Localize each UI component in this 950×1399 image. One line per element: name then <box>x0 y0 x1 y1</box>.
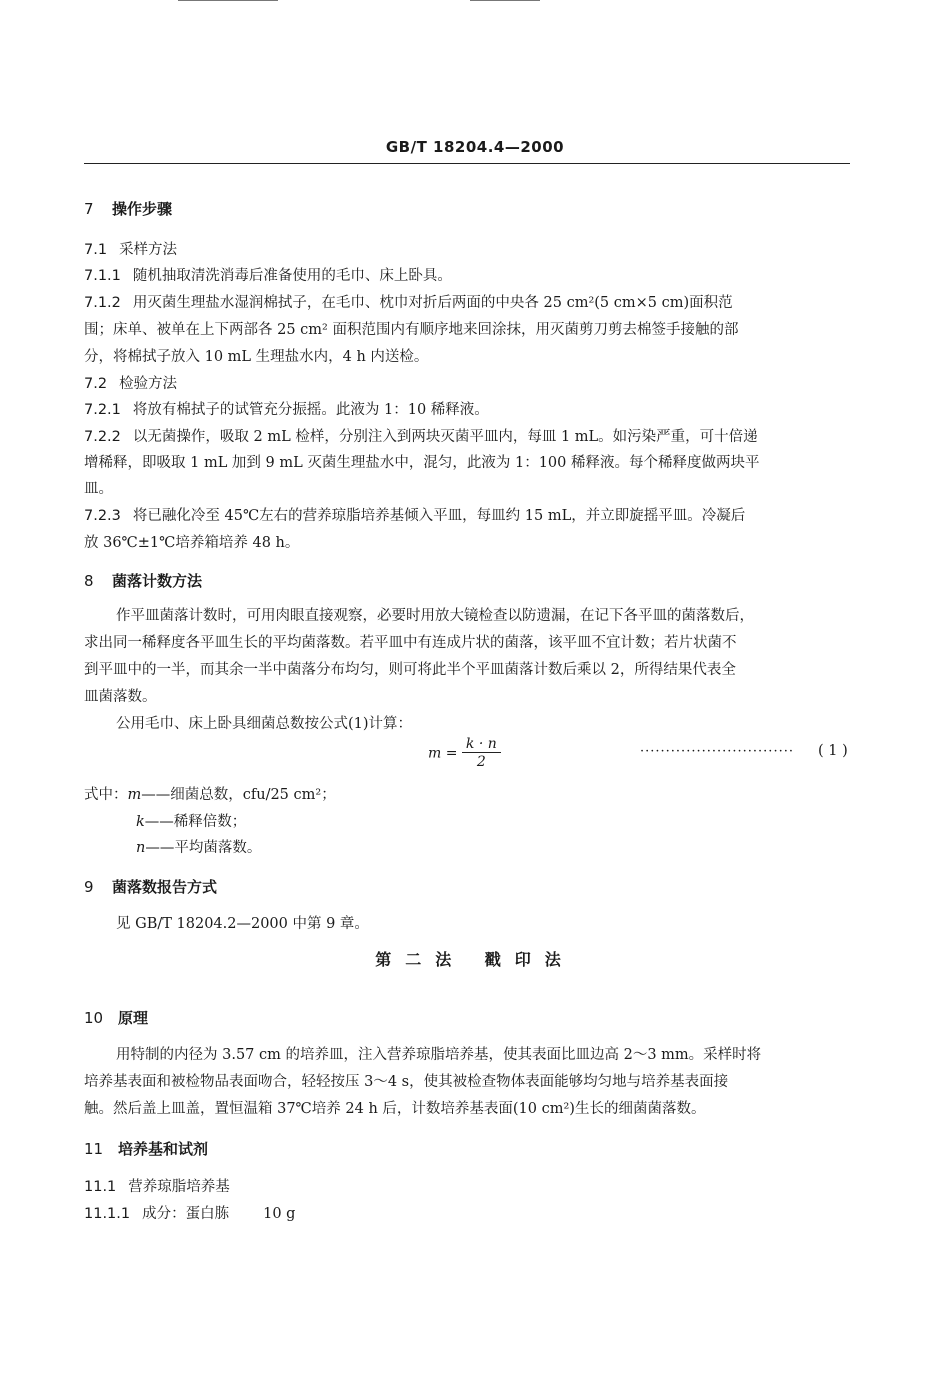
clause-number: 11.1 <box>84 1179 117 1195</box>
clause-7-2-2-line1 <box>84 425 758 446</box>
clause-text: 用灭菌生理盐水湿润棉拭子，在毛巾、枕巾对折后两面的中央各 25 cm²(5 cm×5 cm)面积范 <box>132 295 733 311</box>
section-11-heading <box>84 1138 208 1159</box>
section-7-heading <box>84 198 172 219</box>
section-title: 菌落计数方法 <box>112 572 203 590</box>
section-8-para1-line2: 求出同一稀释度各平皿生长的平均菌落数。若平皿中有连成片状的菌落，该平皿不宜计数；若片状菌不 <box>84 635 737 651</box>
section-10-line3: 触。然后盖上皿盖，置恒温箱 37℃培养 24 h 后，计数培养基表面(10 cm²)生长的细菌菌落数。 <box>84 1101 706 1117</box>
clause-7-2-2-line3: 皿。 <box>84 481 113 497</box>
clause-7-1-2-line3: 分，将棉拭子放入 10 mL 生理盐水内，4 h 内送检。 <box>84 349 429 365</box>
section-title: 培养基和试剂 <box>118 1140 209 1158</box>
clause-number: 7.2.1 <box>84 402 121 418</box>
clause-number: 7.1 <box>84 242 108 258</box>
where-line-n <box>136 836 261 857</box>
formula-1 <box>428 736 501 771</box>
formula-denominator: 2 <box>476 754 486 770</box>
formula-leader-dots: ······························ <box>640 744 794 759</box>
section-title: 菌落数报告方式 <box>112 878 218 896</box>
section-title: 原理 <box>118 1009 149 1027</box>
variable-symbol: m <box>127 787 142 803</box>
clause-text: 将已融化冷至 45℃左右的营养琼脂培养基倾入平皿，每皿约 15 mL，并立即旋摇平皿。冷凝后 <box>132 508 746 524</box>
clause-7-2-3-line2: 放 36℃±1℃培养箱培养 48 h。 <box>84 535 300 551</box>
ingredient-name: 成分：蛋白胨 <box>142 1206 230 1222</box>
section-10-line1: 用特制的内径为 3.57 cm 的培养皿，注入营养琼脂培养基，使其表面比皿边高 2～3 mm。采样时将 <box>116 1047 762 1063</box>
where-line-k <box>136 810 246 831</box>
method-2-title: 第二法 戳印法 <box>375 950 575 969</box>
section-7-1 <box>84 238 177 259</box>
formula-lhs: m = <box>428 745 458 762</box>
clause-7-2-1 <box>84 398 489 419</box>
clause-7-1-2-line2: 围；床单、被单在上下两部各 25 cm² 面积范围内有顺序地来回涂抹，用灭菌剪刀剪去棉签手接触的部 <box>84 322 739 338</box>
clause-number: 7.2 <box>84 376 108 392</box>
clause-text: 随机抽取清洗消毒后准备使用的毛巾、床上卧具。 <box>132 268 452 284</box>
formula-numerator: k · n <box>462 736 501 753</box>
section-8-para1-line3: 到平皿中的一半，而其余一半中菌落分布均匀，则可将此半个平皿菌落计数后乘以 2，所得结果代表全 <box>84 662 736 678</box>
section-10-line2: 培养基表面和被检物品表面吻合，轻轻按压 3～4 s，使其被检查物体表面能够均匀地与培养基表面接 <box>84 1074 729 1090</box>
header-rule <box>84 163 850 164</box>
clause-number: 11.1.1 <box>84 1206 131 1222</box>
clause-7-2-3-line1 <box>84 504 745 525</box>
variable-description: ——细菌总数，cfu/25 cm²； <box>141 787 336 803</box>
where-line-m <box>84 783 336 804</box>
clause-7-1-1 <box>84 264 452 285</box>
section-8-para2: 公用毛巾、床上卧具细菌总数按公式(1)计算： <box>116 716 413 732</box>
section-number: 10 <box>84 1009 104 1027</box>
section-10-heading <box>84 1007 148 1028</box>
clause-number: 7.1.2 <box>84 295 121 311</box>
ingredient-amount: 10 g <box>263 1206 296 1222</box>
variable-symbol: k <box>136 814 145 830</box>
section-number: 8 <box>84 572 94 590</box>
clause-text: 将放有棉拭子的试管充分振摇。此液为 1：10 稀释液。 <box>132 402 489 418</box>
section-number: 11 <box>84 1140 104 1158</box>
section-8-para1-line4: 皿菌落数。 <box>84 689 157 705</box>
clause-11-1-1 <box>84 1202 295 1223</box>
where-label: 式中： <box>84 787 128 803</box>
clause-number: 7.1.1 <box>84 268 121 284</box>
scan-mark <box>470 0 540 1</box>
section-7-2 <box>84 372 177 393</box>
clause-number: 7.2.2 <box>84 429 121 445</box>
variable-symbol: n <box>136 840 146 856</box>
clause-7-1-2-line1 <box>84 291 733 312</box>
clause-11-1 <box>84 1175 230 1196</box>
equation-number: ( 1 ) <box>818 743 848 759</box>
variable-description: ——稀释倍数； <box>144 814 247 830</box>
clause-title: 营养琼脂培养基 <box>128 1179 230 1195</box>
section-9-text: 见 GB/T 18204.2—2000 中第 9 章。 <box>116 916 369 932</box>
variable-description: ——平均菌落数。 <box>145 840 262 856</box>
clause-7-2-2-line2: 增稀释，即吸取 1 mL 加到 9 mL 灭菌生理盐水中，混匀，此液为 1：100 稀释液。每个稀释度做两块平 <box>84 455 760 471</box>
scan-mark <box>178 0 278 1</box>
section-8-para1-line1: 作平皿菌落计数时，可用肉眼直接观察，必要时用放大镜检查以防遗漏，在记下各平皿的菌落数后， <box>116 608 754 624</box>
section-title: 操作步骤 <box>112 200 173 218</box>
section-number: 7 <box>84 200 94 218</box>
page-header: GB/T 18204.4—2000 <box>385 138 565 156</box>
clause-title: 检验方法 <box>119 376 178 392</box>
clause-title: 采样方法 <box>119 242 178 258</box>
clause-number: 7.2.3 <box>84 508 121 524</box>
section-number: 9 <box>84 878 94 896</box>
section-9-heading <box>84 876 217 897</box>
clause-text: 以无菌操作，吸取 2 mL 检样，分别注入到两块灭菌平皿内，每皿 1 mL。如污染严重，可十倍递 <box>132 429 758 445</box>
formula-fraction <box>462 736 501 771</box>
section-8-heading <box>84 570 202 591</box>
